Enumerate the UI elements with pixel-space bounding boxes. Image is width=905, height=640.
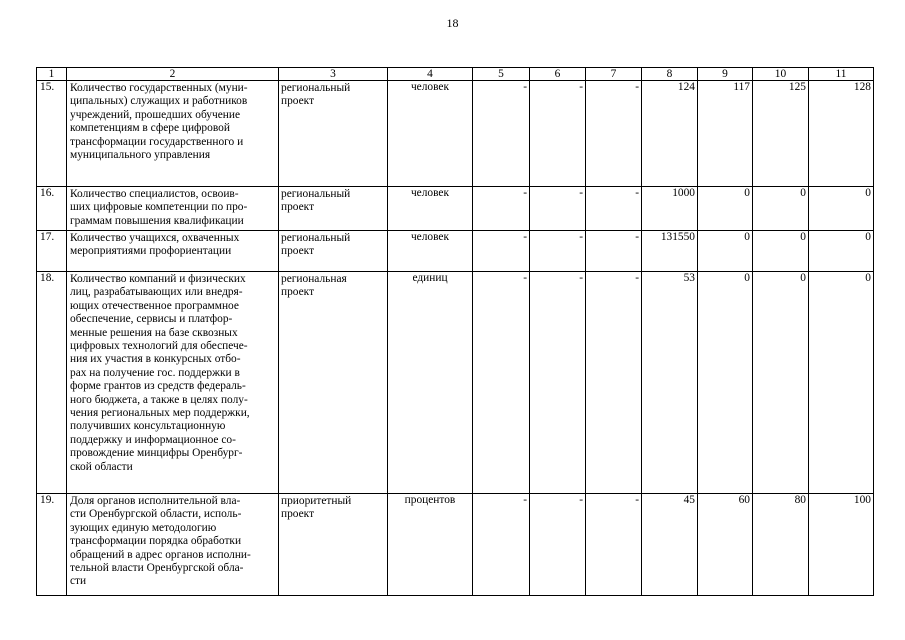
value-col-11: 0	[809, 187, 874, 231]
unit: человек	[388, 187, 473, 231]
row-number: 15.	[37, 81, 67, 187]
column-number: 6	[530, 68, 586, 81]
value-col-11: 0	[809, 272, 874, 494]
table-row	[37, 81, 874, 187]
table-row	[37, 187, 874, 231]
column-number: 11	[809, 68, 874, 81]
value-col-6: -	[530, 494, 586, 596]
value-col-8: 45	[642, 494, 698, 596]
column-number-row	[37, 68, 874, 81]
value-col-10: 0	[753, 231, 809, 272]
column-number: 2	[67, 68, 279, 81]
column-number: 10	[753, 68, 809, 81]
row-number: 17.	[37, 231, 67, 272]
value-col-9: 0	[698, 231, 753, 272]
table-row	[37, 494, 874, 596]
value-col-7: -	[586, 272, 642, 494]
value-col-9: 60	[698, 494, 753, 596]
value-col-8: 124	[642, 81, 698, 187]
value-col-6: -	[530, 187, 586, 231]
value-col-5: -	[473, 81, 530, 187]
indicator-description: Количество государственных (муни- ципальных) служащих и работников учреждений, прошедших обучение компетенциям в сфере цифровой трансформации государственного и муниципального управления	[67, 81, 279, 187]
value-col-5: -	[473, 272, 530, 494]
indicator-description: Количество учащихся, охваченных мероприятиями профориентации	[67, 231, 279, 272]
value-col-7: -	[586, 81, 642, 187]
value-col-9: 0	[698, 187, 753, 231]
value-col-10: 125	[753, 81, 809, 187]
indicator-description: Доля органов исполнительной вла- сти Оренбургской области, исполь- зующих единую методологию трансформации порядка обработки обращений в адрес органов исполни- тельной власти Оренбургской обла- сти	[67, 494, 279, 596]
value-col-10: 0	[753, 272, 809, 494]
row-number: 18.	[37, 272, 67, 494]
value-col-6: -	[530, 272, 586, 494]
value-col-6: -	[530, 231, 586, 272]
value-col-7: -	[586, 231, 642, 272]
value-col-7: -	[586, 494, 642, 596]
table-row	[37, 231, 874, 272]
column-number: 9	[698, 68, 753, 81]
column-number: 7	[586, 68, 642, 81]
value-col-9: 0	[698, 272, 753, 494]
page-number: 18	[446, 16, 459, 30]
column-number: 3	[279, 68, 388, 81]
unit: процентов	[388, 494, 473, 596]
project-type: региональная проект	[279, 272, 388, 494]
value-col-11: 100	[809, 494, 874, 596]
value-col-8: 1000	[642, 187, 698, 231]
value-col-8: 53	[642, 272, 698, 494]
value-col-8: 131550	[642, 231, 698, 272]
column-number: 5	[473, 68, 530, 81]
column-number: 4	[388, 68, 473, 81]
value-col-5: -	[473, 494, 530, 596]
indicator-description: Количество специалистов, освоив- ших цифровые компетенции по про- граммам повышения квалификации	[67, 187, 279, 231]
value-col-11: 128	[809, 81, 874, 187]
project-type: региональный проект	[279, 231, 388, 272]
value-col-5: -	[473, 187, 530, 231]
unit: единиц	[388, 272, 473, 494]
value-col-6: -	[530, 81, 586, 187]
indicator-description: Количество компаний и физических лиц, разрабатывающих или внедря- ющих отечественное программное обеспечение, сервисы и платфор- менные решения на базе сквозных цифровых технологий для обеспече- ния их участия в конкурсных отбо- рах на получение гос. поддержки в форме грантов из средств федераль- ного бюджета, а также в целях полу- чения региональных мер поддержки, получивших консультационную поддержку и информационное со- провождение минцифры Оренбург- ской области	[67, 272, 279, 494]
value-col-11: 0	[809, 231, 874, 272]
value-col-5: -	[473, 231, 530, 272]
value-col-9: 117	[698, 81, 753, 187]
row-number: 19.	[37, 494, 67, 596]
row-number: 16.	[37, 187, 67, 231]
project-type: приоритетный проект	[279, 494, 388, 596]
value-col-10: 80	[753, 494, 809, 596]
value-col-10: 0	[753, 187, 809, 231]
table-row	[37, 272, 874, 494]
unit: человек	[388, 81, 473, 187]
project-type: региональный проект	[279, 81, 388, 187]
column-number: 1	[37, 68, 67, 81]
indicators-table	[36, 67, 874, 596]
column-number: 8	[642, 68, 698, 81]
value-col-7: -	[586, 187, 642, 231]
project-type: региональный проект	[279, 187, 388, 231]
unit: человек	[388, 231, 473, 272]
